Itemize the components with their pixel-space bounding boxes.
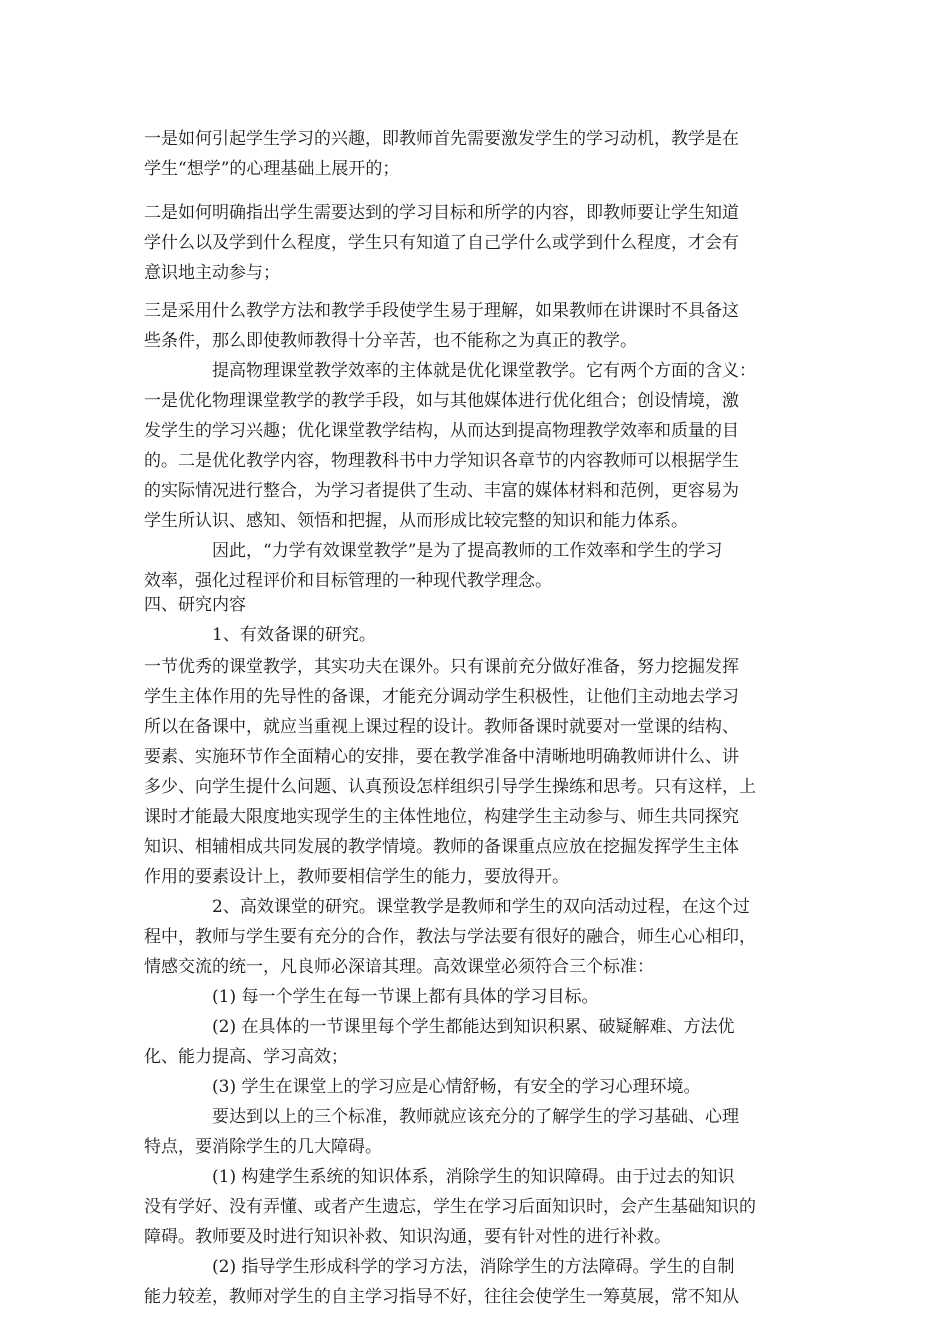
list-item: (1) 每一个学生在每一节课上都有具体的学习目标。 — [212, 987, 599, 1007]
text-line: 效率，强化过程评价和目标管理的一种现代教学理念。 — [144, 571, 552, 591]
list-item: (1) 构建学生系统的知识体系，消除学生的知识障碍。由于过去的知识 — [212, 1167, 735, 1187]
text-line: 些条件，那么即使教师教得十分辛苦，也不能称之为真正的教学。 — [144, 331, 637, 351]
section-title: 四、研究内容 — [144, 595, 246, 615]
text-line: 课时才能最大限度地实现学生的主体性地位，构建学生主动参与、师生共同探究 — [144, 807, 739, 827]
paragraph-methods — [144, 296, 812, 596]
paragraph-interest — [144, 124, 812, 184]
text-line: 知识、相辅相成共同发展的教学情境。教师的备课重点应放在挖掘发挥学生主体 — [144, 837, 739, 857]
text-line: 能力较差，教师对学生的自主学习指导不好，往往会使学生一筹莫展，常不知从 — [144, 1287, 739, 1307]
text-line: 2、高效课堂的研究。课堂教学是教师和学生的双向活动过程，在这个过 — [212, 897, 750, 917]
text-line: 要素、实施环节作全面精心的安排，要在教学准备中清晰地明确教师讲什么、讲 — [144, 747, 739, 767]
subsection-title: 1、有效备课的研究。 — [212, 625, 376, 645]
text-line: 意识地主动参与； — [144, 263, 280, 283]
text-line: 的实际情况进行整合，为学习者提供了生动、丰富的媒体材料和范例，更容易为 — [144, 481, 739, 501]
text-line: 一节优秀的课堂教学，其实功夫在课外。只有课前充分做好准备，努力挖掘发挥 — [144, 657, 739, 677]
text-line: 化、能力提高、学习高效； — [144, 1047, 348, 1067]
text-line: 学什么以及学到什么程度，学生只有知道了自己学什么或学到什么程度，才会有 — [144, 233, 739, 253]
text-line: 情感交流的统一，凡良师必深谙其理。高效课堂必须符合三个标准： — [144, 957, 654, 977]
text-line: 三是采用什么教学方法和教学手段使学生易于理解，如果教师在讲课时不具备这 — [144, 301, 739, 321]
section-heading-research-content — [144, 590, 812, 650]
text-line: 学生主体作用的先导性的备课，才能充分调动学生积极性，让他们主动地去学习 — [144, 687, 739, 707]
text-line: 程中，教师与学生要有充分的合作，教法与学法要有很好的融合，师生心心相印， — [144, 927, 756, 947]
text-line: 没有学好、没有弄懂、或者产生遗忘，学生在学习后面知识时，会产生基础知识的 — [144, 1197, 756, 1217]
text-line: 障碍。教师要及时进行知识补救、知识沟通，要有针对性的进行补救。 — [144, 1227, 671, 1247]
text-line: 一是优化物理课堂教学的教学手段，如与其他媒体进行优化组合；创设情境，激 — [144, 391, 739, 411]
paragraph-goals — [144, 198, 812, 288]
text-line: 学生“想学”的心理基础上展开的； — [144, 159, 400, 179]
text-line: 特点，要消除学生的几大障碍。 — [144, 1137, 382, 1157]
text-line: 的。二是优化教学内容，物理教科书中力学知识各章节的内容教师可以根据学生 — [144, 451, 739, 471]
paragraph-lesson-prep — [144, 652, 812, 1312]
text-line: 提高物理课堂教学效率的主体就是优化课堂教学。它有两个方面的含义： — [212, 361, 756, 381]
list-item: (2) 指导学生形成科学的学习方法，消除学生的方法障碍。学生的自制 — [212, 1257, 735, 1277]
text-line: 二是如何明确指出学生需要达到的学习目标和所学的内容，即教师要让学生知道 — [144, 203, 739, 223]
text-line: 一是如何引起学生学习的兴趣，即教师首先需要激发学生的学习动机，教学是在 — [144, 129, 739, 149]
text-line: 所以在备课中，就应当重视上课过程的设计。教师备课时就要对一堂课的结构、 — [144, 717, 739, 737]
text-line: 发学生的学习兴趣；优化课堂教学结构，从而达到提高物理教学效率和质量的目 — [144, 421, 739, 441]
list-item: (2) 在具体的一节课里每个学生都能达到知识积累、破疑解难、方法优 — [212, 1017, 735, 1037]
text-line: 要达到以上的三个标准，教师就应该充分的了解学生的学习基础、心理 — [212, 1107, 739, 1127]
text-line: 学生所认识、感知、领悟和把握，从而形成比较完整的知识和能力体系。 — [144, 511, 688, 531]
list-item: (3) 学生在课堂上的学习应是心情舒畅，有安全的学习心理环境。 — [212, 1077, 701, 1097]
text-line: 作用的要素设计上，教师要相信学生的能力，要放得开。 — [144, 867, 569, 887]
text-line: 多少、向学生提什么问题、认真预设怎样组织引导学生操练和思考。只有这样，上 — [144, 777, 756, 797]
text-line: 因此，“力学有效课堂教学”是为了提高教师的工作效率和学生的学习 — [212, 541, 723, 561]
